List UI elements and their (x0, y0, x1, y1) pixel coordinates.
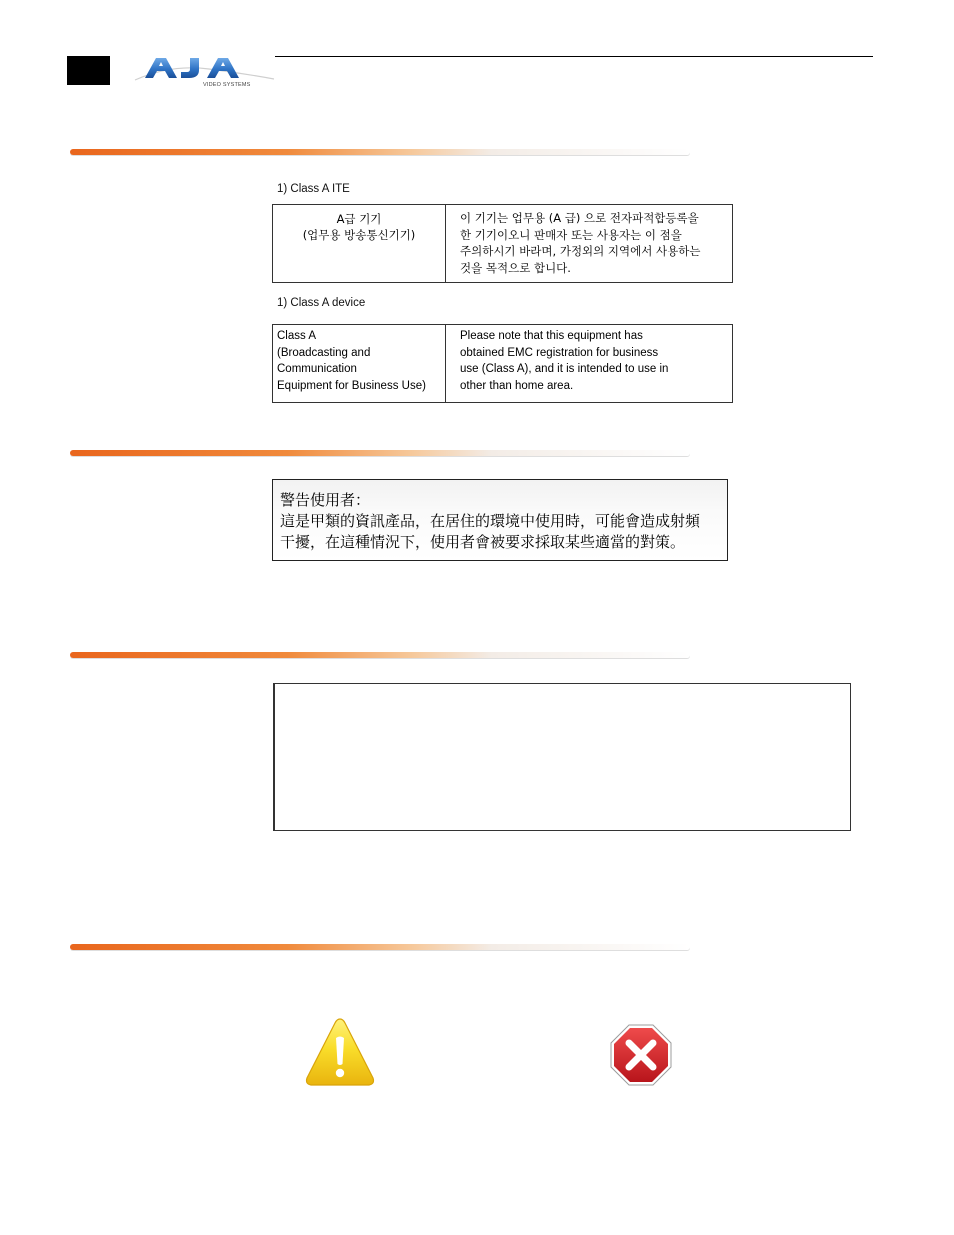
korean-class-cell (273, 205, 446, 283)
english-class-line: Class A (277, 330, 316, 342)
english-class-cell (273, 325, 446, 403)
english-class-line: Equipment for Business Use) (277, 379, 426, 392)
section-divider (70, 944, 690, 950)
taiwan-warning-line: 干擾，在這種情況下，使用者會被要求採取某些適當的對策。 (280, 533, 686, 551)
english-notice-line: Please note that this equipment has (460, 330, 643, 342)
class-a-device-label: 1) Class A device (277, 297, 366, 309)
korean-notice-line: 주의하시기 바라며, 가정외의 지역에서 사용하는 (460, 244, 701, 258)
page-number-tab (67, 56, 110, 85)
section-divider (70, 149, 690, 155)
korean-class-line: (업무용 방송통신기기) (302, 228, 416, 242)
english-notice-line: other than home area. (460, 379, 574, 392)
korean-notice-line: 한 기기이오니 판매자 또는 사용자는 이 점을 (460, 227, 682, 242)
section-divider (70, 652, 690, 658)
korean-notice-cell (446, 205, 733, 283)
english-notice-line: obtained EMC registration for business (460, 346, 659, 359)
section-divider (70, 450, 690, 456)
korean-notice-line: 이 기기는 업무용 (A 급) 으로 전자파적합등록을 (460, 211, 699, 225)
english-notice-line: use (Class A), and it is intended to use in (460, 363, 669, 375)
header-rule (275, 56, 873, 57)
class-a-ite-label: 1) Class A ITE (277, 183, 350, 195)
english-class-line: (Broadcasting and (277, 346, 371, 359)
taiwan-warning-box (272, 479, 728, 561)
english-class-a-table (272, 324, 733, 403)
english-notice-cell (446, 325, 733, 403)
english-class-line: Communication (277, 363, 357, 375)
stop-x-icon (610, 1024, 672, 1086)
korean-notice-line: 것을 목적으로 합니다. (460, 260, 571, 275)
notice-box (273, 683, 851, 831)
warning-triangle-icon (303, 1016, 377, 1088)
taiwan-warning-title: 警告使用者： (280, 491, 371, 509)
korean-class-a-table (272, 204, 733, 283)
korean-class-line: A급 기기 (336, 212, 382, 226)
taiwan-warning-line: 這是甲類的資訊產品，在居住的環境中使用時，可能會造成射頻 (280, 512, 701, 530)
logo-subtext: VIDEO SYSTEMS (203, 82, 251, 88)
aja-logo (131, 55, 276, 89)
